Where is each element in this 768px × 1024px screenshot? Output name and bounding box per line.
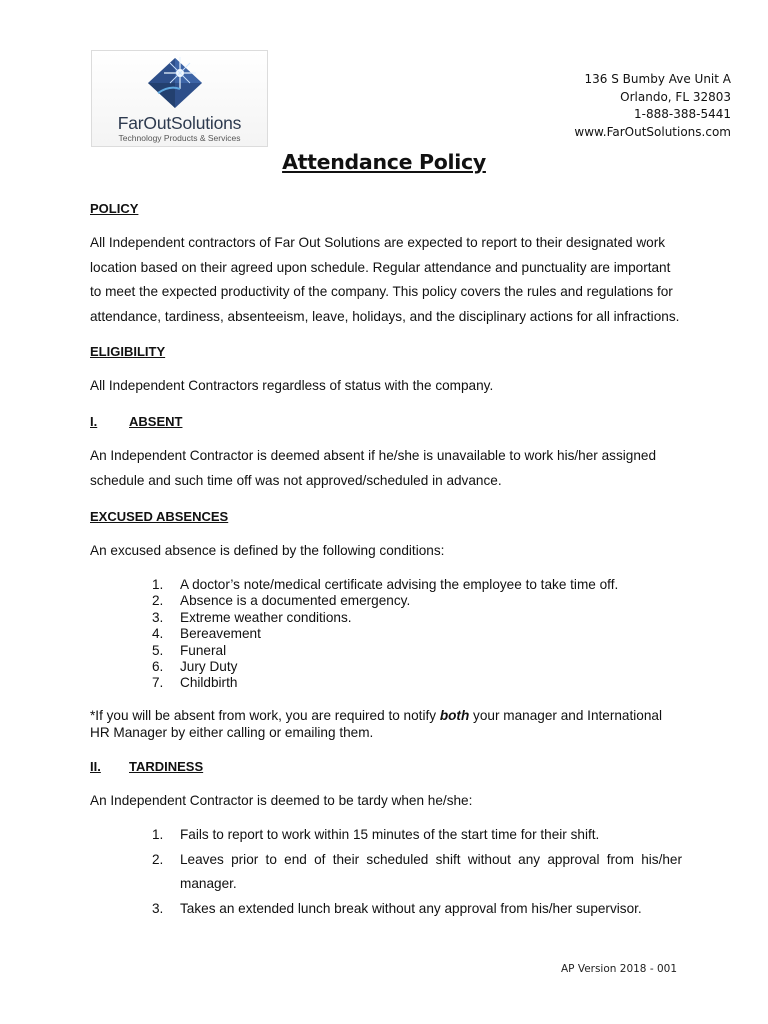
list-item: 3. Takes an extended lunch break without any approval from his/her supervisor. [152, 900, 642, 916]
absent-section-heading [90, 414, 182, 429]
company-address [574, 71, 731, 141]
eligibility-heading: ELIGIBILITY [90, 344, 166, 359]
excused-absences-intro: An excused absence is defined by the following conditions: [90, 543, 445, 558]
absence-notification-note: *If you will be absent from work, you are required to notify both your manager and International HR Manager by either calling or emailing them. [90, 708, 662, 740]
list-item: 1. A doctor’s note/medical certificate advising the employee to take time off. [152, 577, 619, 592]
address-phone: 1-888-388-5441 [634, 107, 731, 122]
absent-section-title: ABSENT [129, 414, 183, 429]
address-street: 136 S Bumby Ave Unit A [584, 72, 731, 86]
eligibility-paragraph: All Independent Contractors regardless of status with the company. [90, 378, 494, 393]
excused-absences-heading: EXCUSED ABSENCES [90, 509, 229, 524]
list-item: 5. Funeral [152, 642, 227, 658]
list-item: 4. Bereavement [152, 626, 261, 642]
emphasis-both: both [439, 708, 470, 723]
absent-paragraph: An Independent Contractor is deemed absent if he/she is unavailable to work his/her assigned schedule and such time off was not approved/scheduled in advance. [90, 448, 656, 488]
tardiness-section-title: TARDINESS [129, 759, 204, 774]
list-item: 3. Extreme weather conditions. [152, 609, 352, 625]
diamond-logo-icon [140, 55, 210, 111]
document-version-footer: AP Version 2018 - 001 [560, 963, 677, 975]
policy-paragraph: All Independent contractors of Far Out Solutions are expected to report to their designated work location based on their agreed upon schedule. Regular attendance and punctuality are important to meet the expected productivity of the company. This policy covers the rules and regulations for attendance, tardiness, absenteeism, leave, holidays, and the disciplinary actions for all infractions. [90, 235, 680, 324]
address-website: www.FarOutSolutions.com [574, 124, 731, 139]
logo-name: FarOutSolutions [117, 113, 242, 133]
document-title: Attendance Policy [282, 150, 486, 174]
list-item: 7. Childbirth [152, 675, 238, 691]
list-item: 2. Leaves prior to end of their scheduled shift without any approval from his/her manager. [152, 851, 682, 891]
tardiness-intro: An Independent Contractor is deemed to be tardy when he/she: [90, 793, 473, 808]
logo-tagline: Technology Products & Services [118, 133, 241, 143]
absent-section-number: I. [90, 414, 98, 429]
company-logo [91, 50, 268, 147]
tardiness-section-number: II. [90, 759, 101, 774]
address-city: Orlando, FL 32803 [620, 89, 731, 104]
policy-heading: POLICY [90, 201, 139, 216]
tardiness-list [152, 823, 682, 921]
list-item: 2. Absence is a documented emergency. [152, 593, 411, 609]
excused-absences-list [152, 577, 682, 692]
list-item: 1. Fails to report to work within 15 minutes of the start time for their shift. [152, 827, 600, 842]
tardiness-section-heading [90, 759, 203, 774]
list-item: 6. Jury Duty [152, 659, 238, 675]
